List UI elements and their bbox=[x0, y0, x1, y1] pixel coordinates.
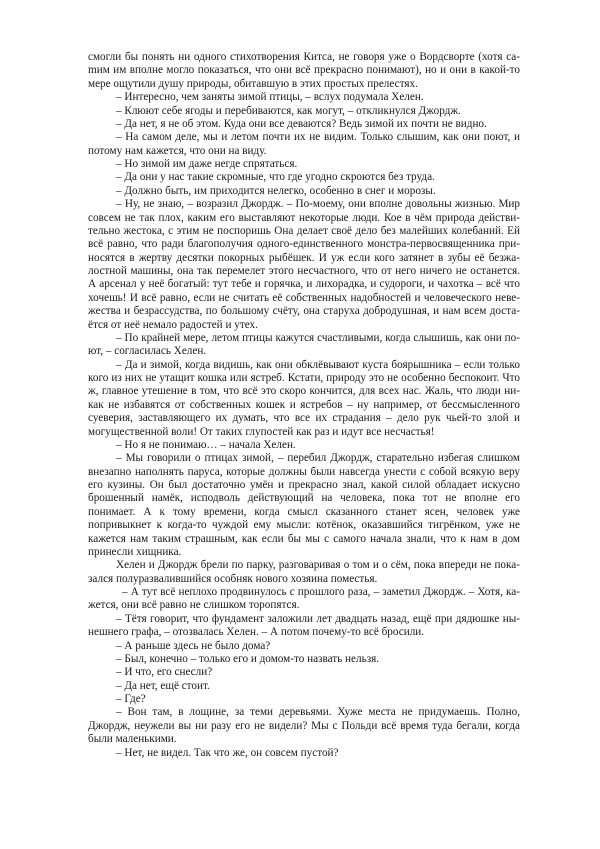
paragraph: – Где? bbox=[116, 693, 146, 705]
paragraph: – Должно быть, им приходится нелегко, особенно в снег и морозы. bbox=[116, 184, 436, 197]
paragraph: – Мы говорили о птицах зимой, – перебил Джордж, старательно избегая слишком внезапно наполнять паруса, которые должны были навсегда унести с собой всякую веру его кузины. Он был достаточно умён и прекрасно знал, какой силой обладает искусно брошенный намёк, исподволь действующий на человека, пока тот не вполне его понимает. А к тому времени, когда смысл сказанного станет ясен, человек уже попривыкнет к когда-то чуждой ему мысли: котёнок, оказавшийся тигрёнком, уже не кажется нам таким страшным, как если бы мы с самого начала знали, что к нам в дом принесли хищника. bbox=[88, 452, 520, 558]
paragraph: – Интересно, чем заняты зимой птицы, – вслух подумала Хелен. bbox=[116, 91, 424, 104]
paragraph: – Да они у нас такие скромные, что где угодно скроются без труда. bbox=[116, 171, 435, 184]
paragraph: – Клюют себе ягоды и перебиваются, как могут, – откликнулся Джордж. bbox=[116, 104, 461, 117]
paragraph: – Был, конечно – только его и домом-то назвать нельзя. bbox=[116, 652, 380, 665]
paragraph: – Да и зимой, когда видишь, как они обклёвывают куста боярышника – если только кого из них не утащит кошка или ястреб. Кстати, природу это не особенно беспокоит. Что ж, главное утешение в том, что всё это скоро кончится, для всех нас. Жаль, что люди никак не избавятся от собственных кошек и ястребов – ну например, от бессмысленного суеверия, заставляющего их думать, что все их страдания – дело рук чьей-то злой и могущественной воли! От таких глупостей как раз и идут все несчастья! bbox=[88, 358, 520, 438]
paragraph: – Да нет, я не об этом. Куда они все деваются? Ведь зимой их почти не видно. bbox=[116, 117, 487, 130]
paragraph: – А раньше здесь не было дома? bbox=[116, 639, 271, 652]
paragraph: – А тут всё неплохо продвинулось с прошлого раза, – заметил Джордж. – Хотя, кажется, они всё равно не слишком торопятся. bbox=[88, 586, 520, 612]
paragraph: – Нет, не видел. Так что же, он совсем пустой? bbox=[116, 746, 339, 759]
paragraph: – И что, его снесли? bbox=[116, 666, 213, 679]
paragraph: – По крайней мере, летом птицы кажутся счастливыми, когда слышишь, как они поют, – согласилась Хелен. bbox=[88, 331, 520, 358]
paragraph: – Ну, не знаю, – возразил Джордж. – По-моему, они вполне довольны жизнью. Мир совсем не так плох, каким его выставляют некоторые люди. Кое в чём природа действительно жестока, с этим не поспоришь Она делает своё дело без малейших колебаний. Ей всё равно, что ради благополучия одного-единственного монстра-первосвященника приносятся в жертву десятки покорных рыбёшек. И уж если кого затянет в зубы её безжалостной машины, она так перемелет этого несчастного, что от него ничего не останется. А арсенал у неё богатый: тут тебе и горячка, и лихорадка, и судороги, и чахотка – всё что хочешь! И всё равно, если не считать её собственных надобностей и человеческого невежества и безрассудства, по большому счёту, она старуха добродушная, и нам всем достаётся от неё немало радостей и утех. bbox=[88, 198, 520, 331]
paragraph: – Да нет, ещё стоит. bbox=[116, 679, 210, 692]
paragraph: смогли бы понять ни одного стихотворения Китса, не говоря уже о Вордсворте (хотя саmим им вполне могло показаться, что они всё прекрасно понимают), но и они в какой-то мере ощутили душу природы, обитавшую в этих простых прелестях. bbox=[88, 51, 520, 90]
body-text bbox=[88, 51, 520, 760]
paragraph: Хелен и Джордж брели по парку, разговаривая о том и о сём, пока впереди не показался полуразвалившийся особняк нового хозяина поместья. bbox=[88, 559, 520, 585]
paragraph: – Тётя говорит, что фундамент заложили лет двадцать назад, ещё при дядюшке нынешнего графа, – отозвалась Хелен. – А потом почему-то всё бросили. bbox=[88, 612, 520, 639]
paragraph: – Но зимой им даже негде спрятаться. bbox=[116, 158, 298, 170]
paragraph: – На самом деле, мы и летом почти их не видим. Только слышим, как они поют, и потому нам кажется, что они на виду. bbox=[88, 131, 520, 157]
paragraph: – Вон там, в лощине, за теми деревьями. Хуже места не придумаешь. Полно, Джордж, неужели вы ни разу его не видели? Мы с Польди всё время туда бегали, когда были маленькими. bbox=[88, 706, 520, 746]
paragraph: – Но я не понимаю… – начала Хелен. bbox=[116, 438, 296, 451]
